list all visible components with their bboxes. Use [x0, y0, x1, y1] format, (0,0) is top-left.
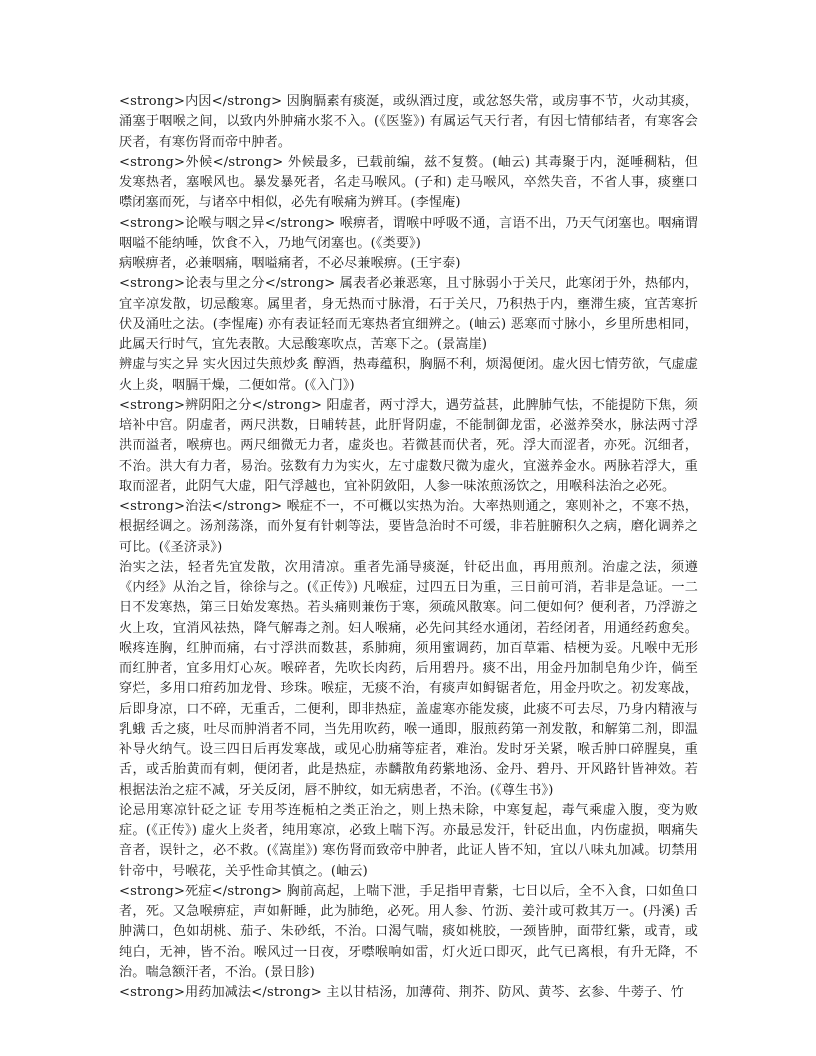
paragraph-treatment-methods: <strong>治法</strong> 喉症不一，不可概以实热为治。大率热则通之，寒则补之，不寒不热，根据经调之。汤剂荡涤，而外复有针刺等法，要皆急治时不可缓，非若脏腑积久之病，磨化调养之可比。(《圣济录》)	[119, 499, 698, 555]
paragraph-external-signs: <strong>外候</strong> 外候最多，已载前编，兹不复赘。(岫云) 其毒聚于内，涎唾稠粘，但发寒热者，塞喉风也。暴发暴死者，名走马喉风。(子和) 走马喉风，卒然失音，不省人事，痰壅口噤闭塞而死，与诸卒中相似，必先有喉痛为辨耳。(李惺庵)	[119, 154, 698, 211]
paragraph-contraindications: 论忌用寒凉针砭之证 专用芩连栀柏之类正治之，则上热未除，中寒复起，毒气乘虚入腹，变为败症。(《正传》) 虚火上炎者，纯用寒凉，必致上喘下泻。亦最忌发汗，针砭出血，内伤虚损，咽痛失音者，误针之，必不救。(《嵩崖》) 寒伤肾而致帝中肿者，此证人皆不知，宜以八味丸加减。切禁用针帝中，号喉花，关乎性命其慎之。(岫云)	[119, 802, 698, 879]
paragraph-internal-cause: <strong>内因</strong> 因胸膈素有痰涎，或纵酒过度，或忿怒失常，或房事不节，火动其痰，涌塞于咽喉之间，以致内外肿痛水浆不入。(《医鉴》) 有属运气天行者，有因七情郁结者，有寒客会厌者，有寒伤肾而帝中肿者。	[119, 94, 698, 150]
paragraph-fatal-signs: <strong>死症</strong> 胸前高起，上喘下泄，手足指甲青紫，七日以后，全不入食，口如鱼口者，死。又急喉痹症，声如鼾睡，此为肺绝，必死。用人参、竹沥、姜汁或可救其万一。(丹溪) 舌肿满口，色如胡桃、茄子、朱砂纸，不治。口渴气喘，痰如桃胶，一颈皆肿，面带红紫，或青，或纯白，无神，皆不治。喉风过一日夜，牙噤喉响如雷，灯火近口即灭，此气已离根，有升无降，不治。喘急额汗者，不治。(景日胗)	[119, 883, 698, 980]
paragraph-throat-note: 病喉痹者，必兼咽痛，咽嗌痛者，不必尽兼喉痹。(王宇泰)	[119, 256, 461, 271]
paragraph-medication-adjustments: <strong>用药加减法</strong> 主以甘桔汤，加薄荷、荆芥、防风、黄芩、玄参、牛蒡子、竹	[119, 985, 684, 1000]
paragraph-exterior-interior: <strong>论表与里之分</strong> 属表者必兼恶寒，且寸脉弱小于关尺，此寒闭于外，热郁内，宜辛凉发散，切忌酸寒。属里者，身无热而寸脉滑，石于关尺，乃积热于内，壅滞生痰，宜苦寒折伏及涌吐之法。(李惺庵) 亦有表证轻而无寒热者宜细辨之。(岫云) 恶寒而寸脉小，乡里所患相同，此属天行时气，宜先表散。大忌酸寒吹点，苦寒下之。(景嵩崖)	[119, 276, 698, 352]
paragraph-excess-treatment: 治实之法，轻者先宜发散，次用清凉。重者先涌导痰涎，针砭出血，再用煎剂。治虚之法，须遵《内经》从治之旨，徐徐与之。(《正传》) 凡喉症，过四五日为重，三日前可消，若非是急证。一二日不发寒热，第三日始发寒热。若头痛则兼伤于寒，须疏风散寒。问二便如何？便利者，乃浮游之火上攻，宜消风祛热，降气解毒之剂。妇人喉痛，必先问其经水通闭，若经闭者，用通经药愈矣。喉疼连胸，红肿而痛，右寸浮洪而数甚，系肺痈，须用蜜调药，加百草霜、桔梗为妥。凡喉中无形而红肿者，宜多用灯心灰。喉碎者，先吹长肉药，后用碧丹。痰不出，用金丹加制皂角少许，倘至穿烂，多用口疳药加龙骨、珍珠。喉症，无痰不治，有痰声如鲟锯者危，用金丹吹之。初发寒战，后即身凉，口不碎，无重舌，二便利，即非热症，盖虚寒亦能发痰，此痰不可去尽，乃身内精液与乳蛾 舌之痰，吐尽而肿消者不同，当先用吹药，喉一通即，服煎药第一剂发散，和解第二剂，即温补导火纳气。设三四日后再发寒战，或见心肋痛等症者，难治。发时牙关紧，喉舌肿口碎腥臭，重舌，或舌胎黄而有刺，便闭者，此是热症，赤麟散角药紫地汤、金丹、碧丹、开风路针皆神效。若根据法治之症不减，牙关反闭，唇不肿纹，如无病患者，不治。(《尊生书》)	[119, 559, 698, 798]
paragraph-throat-vs-pharynx: <strong>论喉与咽之异</strong> 喉痹者，谓喉中呼吸不通，言语不出，乃天气闭塞也。咽痛谓咽嗌不能纳唾，饮食不入，乃地气闭塞也。(《类要》)	[119, 215, 698, 251]
paragraph-deficiency-excess: 辨虚与实之异 实火因过失煎炒炙 醇酒，热毒蕴积，胸膈不利，烦渴便闭。虚火因七情劳欲，气虚虚火上炎，咽膈干燥，二便如常。(《入门》)	[119, 357, 698, 393]
paragraph-yin-yang: <strong>辨阴阳之分</strong> 阳虚者，两寸浮大，遇劳益甚，此脾肺气怯，不能提防下焦，须培补中宫。阴虚者，两尺洪数，日晡转甚，此肝肾阴虚，不能制御龙雷，必滋养癸水，脉法两寸浮洪而溢者，喉痹也。两尺细微无力者，虚炎也。若微甚而伏者，死。浮大而涩者，亦死。沉细者，不治。洪大有力者，易治。弦数有力为实火，左寸虚数尺微为虚火，宜滋养金水。两脉若浮大，重取而涩者，此阴气大虚，阳气浮越也，宜补阴敛阳，人参一味浓煎汤饮之，用喉科法治之必死。	[119, 397, 698, 494]
